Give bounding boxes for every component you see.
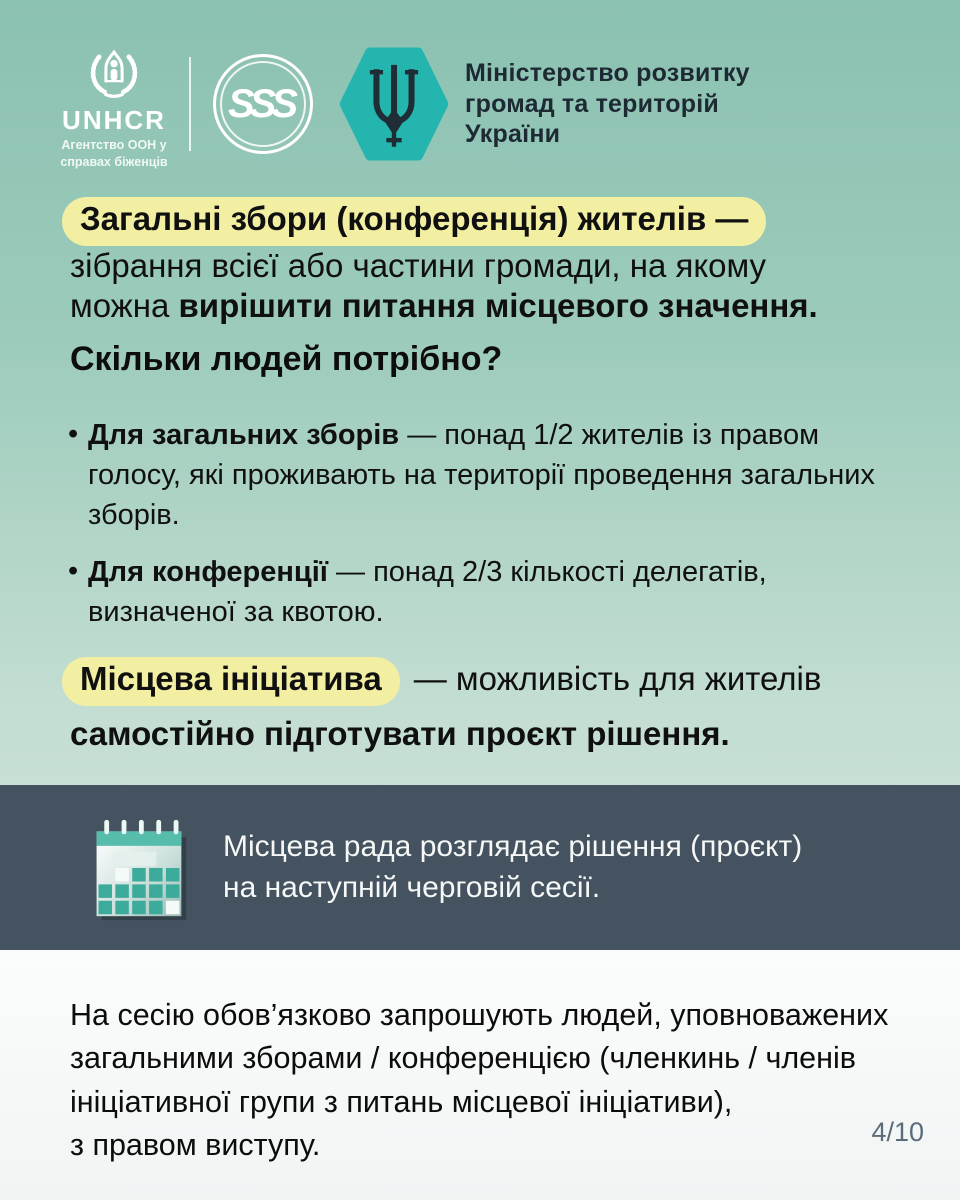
callout-text: [223, 827, 802, 909]
footer-line3: ініціативної групи з питань місцевої ініціативи),: [70, 1084, 733, 1119]
callout-band: [0, 785, 960, 950]
bullet-rest: — понад 2/3 кількості делегатів, визначеної за квотою.: [88, 556, 767, 629]
highlighted-term-row: [62, 197, 936, 246]
unhcr-logo: [55, 38, 173, 170]
bullet-rest: — понад 1/2 жителів із правом голосу, які проживають на території проведення загальних зборів.: [88, 419, 875, 532]
footer-line4: з правом виступу.: [70, 1127, 321, 1162]
unhcr-tagline: [55, 137, 173, 170]
header-divider: [189, 57, 191, 151]
highlighted-term: Місцева ініціатива: [62, 657, 400, 706]
highlighted-term: Загальні збори (конференція) жителів —: [62, 197, 766, 246]
ministry-name: [465, 58, 750, 150]
page-number: 4/10: [871, 1117, 924, 1147]
definition-body-regular: — можливість для жителів: [413, 660, 822, 697]
ministry-name-line1: Міністерство розвитку: [465, 59, 750, 88]
bullet-term: Для загальних зборів: [88, 419, 400, 451]
ministry-name-line3: України: [465, 120, 561, 149]
logo-header: [55, 40, 940, 168]
footer-panel: [0, 950, 960, 1200]
callout-line2: на наступній черговій сесії.: [223, 870, 601, 904]
ministry-name-line2: громад та територій: [465, 89, 719, 118]
definition-general-assembly: [62, 197, 936, 327]
definition-body-regular: можна: [70, 287, 179, 325]
definition-body-line: [70, 286, 936, 326]
unhcr-tagline-line2: справах біженців: [60, 154, 168, 169]
callout-line1: Місцева рада розглядає рішення (проєкт): [223, 829, 803, 863]
bullet-marker: •: [68, 555, 79, 587]
definition-local-initiative: [62, 657, 936, 753]
bullet-text: [88, 556, 767, 628]
unhcr-tagline-line1: Агентство ООН у: [61, 138, 167, 153]
definition-body-bold: самостійно підготувати проєкт рішення.: [70, 715, 730, 752]
bullet-general-assembly: [68, 415, 894, 535]
highlighted-term-row: [62, 657, 936, 706]
definition-body-bold: вирішити питання місцевого значення.: [178, 287, 818, 325]
footer-line1: На сесію обов’язково запрошують людей, уповноважених: [70, 998, 889, 1032]
bullet-term: Для конференції: [88, 556, 328, 588]
sss-ring-logo: [213, 54, 313, 154]
sss-wordmark: SSS: [227, 81, 294, 126]
unhcr-emblem-icon: [79, 38, 149, 100]
footer-line2: загальними зборами / конференцією (членкинь / членів: [70, 1041, 856, 1076]
calendar-icon: [85, 814, 191, 922]
ministry-trident-icon: [339, 47, 449, 161]
section-heading: Скільки людей потрібно?: [70, 340, 503, 378]
bullet-conference: [68, 552, 894, 632]
bullet-text: [88, 419, 875, 531]
footer-note: [70, 994, 888, 1167]
definition-body-line: зібрання всієї або частини громади, на якому: [70, 247, 767, 284]
unhcr-wordmark: UNHCR: [62, 105, 166, 136]
bullet-marker: •: [68, 418, 79, 450]
